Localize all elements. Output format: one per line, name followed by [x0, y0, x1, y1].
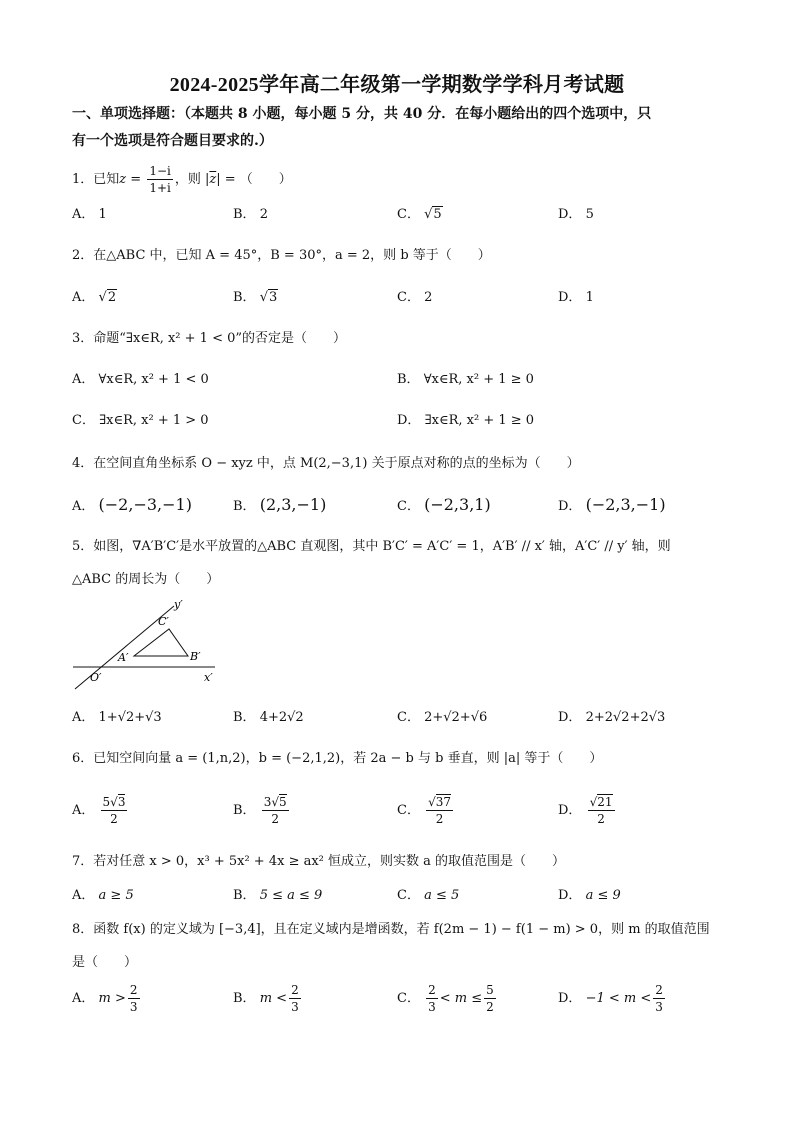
label-d: D． [558, 888, 582, 903]
q6-option-c[interactable] [397, 794, 455, 827]
q5-b-value: 4+2√2 [259, 710, 304, 725]
q1-abs-z: $|\overline{z}|$ [200, 172, 221, 187]
question-1 [72, 163, 732, 196]
q6-a-coef: 5 [102, 795, 111, 809]
q8-option-c[interactable] [397, 982, 498, 1015]
label-d: D． [397, 413, 421, 428]
q2-option-a[interactable] [72, 288, 117, 308]
q6-b-coef: 3 [263, 795, 272, 809]
q5-option-a[interactable] [72, 708, 162, 728]
q3-c-value: ∃x∈R, x² + 1 > 0 [99, 413, 209, 428]
q6-a-radicand: 3 [117, 795, 126, 809]
q3-option-a[interactable] [72, 370, 209, 390]
q2-b-sqrt: √3 [259, 290, 278, 305]
q6-option-d[interactable] [558, 794, 617, 827]
label-b: B． [233, 499, 256, 514]
q8-d-fraction [653, 982, 665, 1015]
label-c: C． [72, 413, 95, 428]
q6-a-fraction [101, 794, 128, 827]
q8-c-num2: 5 [486, 983, 494, 997]
label-d: D． [558, 991, 582, 1006]
q6-option-b[interactable] [233, 794, 291, 827]
q2-b-radicand: 3 [269, 290, 278, 305]
section-heading-line2: 有一个选项是符合题目要求的.） [72, 133, 273, 149]
q1-post: = （ ） [220, 172, 292, 187]
q4-a-value: (−2,−3,−1) [98, 495, 192, 514]
q7-d-value: a ≤ 9 [585, 888, 621, 903]
q1-fraction [147, 163, 173, 196]
q3-b-value: ∀x∈R, x² + 1 ≥ 0 [423, 372, 534, 387]
q1-c-radicand: 5 [433, 207, 442, 222]
label-a: A． [72, 499, 95, 514]
q6-c-fraction [426, 794, 453, 827]
label-d: D． [558, 710, 582, 725]
label-b: B． [233, 803, 256, 818]
label-a: A． [72, 372, 95, 387]
q8-c-den2: 2 [486, 1000, 494, 1014]
q2-option-b[interactable] [233, 288, 278, 308]
q7-option-c[interactable] [397, 886, 459, 906]
label-d: D． [558, 803, 582, 818]
q8-c-mid: < m ≤ [439, 991, 483, 1006]
q8-d-num: 2 [655, 983, 663, 997]
q8-d-pre: −1 < m < [585, 991, 652, 1006]
label-d: D． [558, 499, 582, 514]
q1-option-b[interactable] [233, 205, 268, 225]
label-b: B． [233, 888, 256, 903]
q8-option-a[interactable] [72, 982, 142, 1015]
q5-a-value: 1+√2+√3 [98, 710, 162, 725]
q1-a-value: 1 [98, 207, 107, 222]
q6-d-fraction [588, 794, 615, 827]
q4-option-a[interactable] [72, 495, 192, 517]
q1-option-d[interactable] [558, 205, 594, 225]
q2-a-radicand: 2 [107, 290, 117, 305]
q4-c-value: (−2,3,1) [424, 495, 491, 514]
q2-option-d[interactable] [558, 288, 594, 308]
label-a: A． [72, 710, 95, 725]
label-c: C． [397, 803, 420, 818]
q1-zbar: $\overline{z}$ [209, 172, 217, 187]
q2-d-value: 1 [585, 290, 594, 305]
label-c: C． [397, 888, 420, 903]
label-b: B． [233, 710, 256, 725]
q6-a-den: 2 [110, 812, 118, 826]
q1-option-c[interactable] [397, 205, 443, 225]
label-a: A． [72, 803, 95, 818]
q8-a-num: 2 [129, 983, 138, 997]
label-y-prime: y′ [174, 598, 183, 611]
label-b: B． [233, 991, 256, 1006]
q7-option-b[interactable] [233, 886, 322, 906]
q3-a-value: ∀x∈R, x² + 1 < 0 [98, 372, 209, 387]
q1-prefix: 1．已知 [72, 172, 120, 187]
q7-b-value: 5 ≤ a ≤ 9 [259, 888, 323, 903]
q8-option-d[interactable] [558, 982, 667, 1015]
q6-b-den: 2 [271, 812, 279, 826]
question-8-line1: 8．函数 f(x) 的定义域为 [−3,4]，且在定义域内是增函数，若 f(2m − 1) − f(1 − m) > 0，则 m 的取值范围 [72, 922, 710, 937]
q8-a-pre: m > [98, 991, 126, 1006]
q7-a-value: a ≥ 5 [98, 888, 134, 903]
question-5-line2: △ABC 的周长为（ ） [72, 572, 220, 587]
q8-d-den: 3 [655, 1000, 663, 1014]
q1-numerator: 1−i [149, 164, 171, 178]
q3-d-value: ∃x∈R, x² + 1 ≥ 0 [424, 413, 535, 428]
q1-option-a[interactable] [72, 205, 107, 225]
q4-option-b[interactable] [233, 495, 326, 517]
label-c-prime: C′ [158, 615, 169, 628]
q8-c-den1: 3 [428, 1000, 436, 1014]
section-heading-line1: 一、单项选择题：（本题共 8 小题，每小题 5 分，共 40 分．在每小题给出的四个选项中，只 [72, 106, 652, 122]
label-a: A． [72, 207, 95, 222]
q3-option-c[interactable] [72, 411, 209, 431]
q7-c-value: a ≤ 5 [424, 888, 460, 903]
q8-b-fraction [289, 982, 301, 1015]
q8-b-pre: m < [259, 991, 288, 1006]
q4-option-c[interactable] [397, 495, 491, 517]
q8-c-num1: 2 [428, 983, 436, 997]
q3-option-b[interactable] [397, 370, 534, 390]
label-c: C． [397, 499, 420, 514]
q3-option-d[interactable] [397, 411, 534, 431]
q1-denominator: 1+i [149, 181, 171, 195]
q6-d-num: √21 [589, 795, 613, 809]
q1-b-value: 2 [259, 207, 268, 222]
q5-figure [70, 595, 220, 695]
q5-d-value: 2+2√2+2√3 [585, 710, 666, 725]
q8-b-num: 2 [291, 983, 299, 997]
label-d: D． [558, 290, 582, 305]
label-o-prime: O′ [90, 671, 102, 684]
q7-option-d[interactable] [558, 886, 621, 906]
q6-d-radicand: 21 [597, 795, 613, 809]
question-8-line2: 是（ ） [72, 955, 138, 970]
label-c: C． [397, 207, 420, 222]
q6-c-den: 2 [435, 812, 444, 826]
q8-c-fraction2 [484, 982, 496, 1015]
q1-mid: ，则 [174, 172, 201, 187]
label-b: B． [233, 290, 256, 305]
q8-a-den: 3 [129, 1000, 138, 1014]
label-a-prime: A′ [118, 651, 129, 664]
q2-option-c[interactable] [397, 288, 432, 308]
question-5-line1: 5．如图，∇A′B′C′是水平放置的△ABC 直观图，其中 B′C′ = A′C′ = 1，A′B′ // x′ 轴，A′C′ // y′ 轴，则 [72, 539, 671, 554]
q6-b-num: 3√5 [263, 795, 287, 809]
q2-a-sqrt: √2 [98, 290, 117, 305]
q5-c-value: 2+√2+√6 [424, 710, 488, 725]
q1-d-value: 5 [585, 207, 594, 222]
q7-option-a[interactable] [72, 886, 134, 906]
q4-d-value: (−2,3,−1) [585, 495, 666, 514]
q2-c-value: 2 [424, 290, 433, 305]
q6-a-num: 5√3 [102, 795, 126, 809]
question-3: 3．命题“∃x∈R, x² + 1 < 0”的否定是（ ） [72, 331, 347, 346]
q6-option-a[interactable] [72, 794, 129, 827]
label-b: B． [397, 372, 420, 387]
label-x-prime: x′ [204, 671, 213, 684]
question-6: 6．已知空间向量 a = (1,n,2)，b = (−2,1,2)，若 2a − b 与 b 垂直，则 |a| 等于（ ） [72, 751, 603, 766]
q5-option-c[interactable] [397, 708, 487, 728]
q5-option-b[interactable] [233, 708, 304, 728]
label-c: C． [397, 991, 420, 1006]
page-title: 2024-2025学年高二年级第一学期数学学科月考试题 [169, 74, 625, 96]
q8-b-den: 3 [291, 1000, 299, 1014]
q8-a-fraction [128, 982, 140, 1015]
q8-c-fraction1 [426, 982, 438, 1015]
question-4: 4．在空间直角坐标系 O − xyz 中，点 M(2,−3,1) 关于原点对称的点的坐标为（ ） [72, 456, 580, 471]
question-7: 7．若对任意 x > 0，x³ + 5x² + 4x ≥ ax² 恒成立，则实数 a 的取值范围是（ ） [72, 854, 566, 869]
q6-c-radicand: 37 [435, 795, 452, 809]
q1-z: z [119, 172, 127, 187]
question-2: 2．在△ABC 中，已知 A = 45°，B = 30°，a = 2，则 b 等于（ ） [72, 248, 491, 263]
q6-b-radicand: 5 [279, 795, 287, 809]
label-d: D． [558, 207, 582, 222]
label-a: A． [72, 888, 95, 903]
label-b-prime: B′ [190, 650, 201, 663]
label-b: B． [233, 207, 256, 222]
q1-c-sqrt: √5 [424, 207, 442, 222]
q4-option-d[interactable] [558, 495, 666, 517]
q5-option-d[interactable] [558, 708, 665, 728]
label-a: A． [72, 290, 95, 305]
label-a: A． [72, 991, 95, 1006]
q6-b-fraction [262, 794, 289, 827]
q4-b-value: (2,3,−1) [259, 495, 327, 514]
label-c: C． [397, 710, 420, 725]
label-c: C． [397, 290, 420, 305]
q6-c-num: √37 [428, 795, 452, 809]
q8-option-b[interactable] [233, 982, 303, 1015]
q6-d-den: 2 [597, 812, 605, 826]
q1-eq: = [126, 172, 146, 187]
